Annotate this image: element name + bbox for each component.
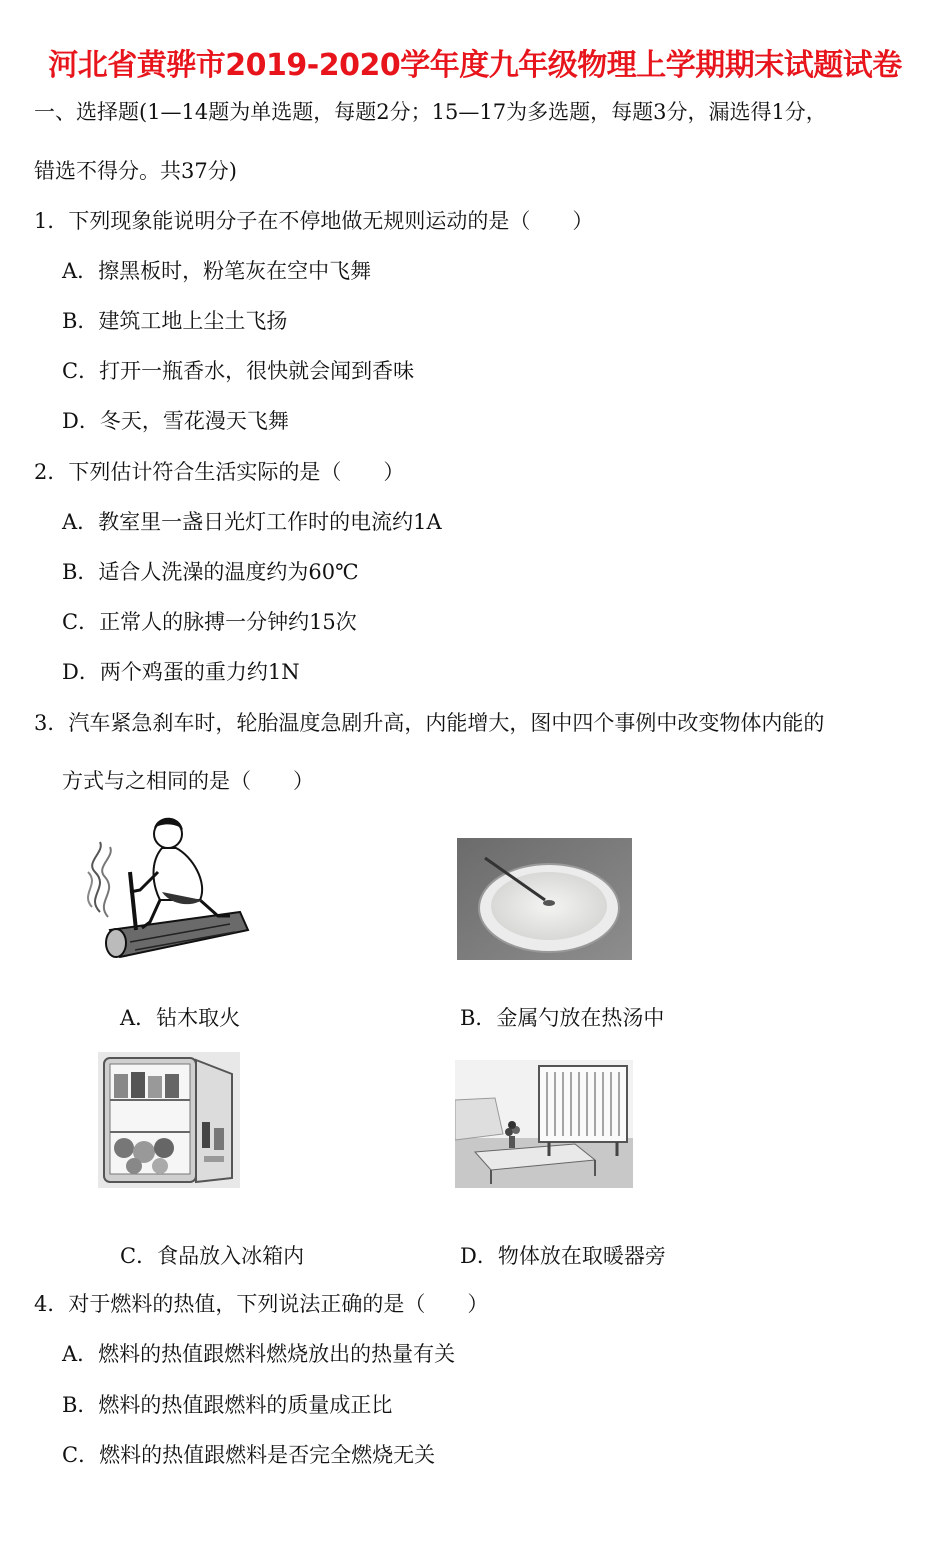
question-2-option-b: B．适合人洗澡的温度约为60℃ (62, 560, 359, 584)
question-2-stem: 2．下列估计符合生活实际的是（ ） (34, 460, 405, 484)
question-1-option-c: C．打开一瓶香水，很快就会闻到香味 (62, 359, 415, 383)
question-4-option-b: B．燃料的热值跟燃料的质量成正比 (62, 1393, 393, 1417)
question-4-option-c: C．燃料的热值跟燃料是否完全燃烧无关 (62, 1443, 436, 1467)
page-title: 河北省黄骅市2019-2020学年度九年级物理上学期期末试题试卷 (48, 48, 902, 83)
question-2-option-a: A．教室里一盏日光灯工作时的电流约1A (62, 510, 442, 534)
question-1-option-d: D．冬天，雪花漫天飞舞 (62, 409, 289, 433)
spoon-in-soup-image (457, 838, 632, 960)
question-1-option-b: B．建筑工地上尘土飞扬 (62, 309, 288, 333)
question-2-option-d: D．两个鸡蛋的重力约1N (62, 660, 300, 684)
question-3-figure-a-caption: A．钻木取火 (120, 1006, 241, 1030)
question-1-option-a: A．擦黑板时，粉笔灰在空中飞舞 (62, 259, 372, 283)
question-1-stem: 1．下列现象能说明分子在不停地做无规则运动的是（ ） (34, 209, 594, 233)
heater-room-image (455, 1060, 633, 1188)
question-2-option-c: C．正常人的脉搏一分钟约15次 (62, 610, 357, 634)
question-3-stem-line1: 3．汽车紧急刹车时，轮胎温度急剧升高，内能增大，图中四个事例中改变物体内能的 (34, 711, 825, 735)
drilling-wood-fire-image (80, 812, 250, 962)
question-3-figure-c-caption: C．食品放入冰箱内 (120, 1244, 305, 1268)
question-4-stem: 4．对于燃料的热值，下列说法正确的是（ ） (34, 1292, 489, 1316)
question-4-option-a: A．燃料的热值跟燃料燃烧放出的热量有关 (62, 1342, 456, 1366)
fridge-food-image (98, 1052, 240, 1188)
question-3-figure-d-caption: D．物体放在取暖器旁 (460, 1244, 666, 1268)
section-instructions-line1: 一、选择题(1—14题为单选题，每题2分；15—17为多选题，每题3分，漏选得1分， (34, 100, 827, 124)
question-3-figure-b-caption: B．金属勺放在热汤中 (460, 1006, 665, 1030)
question-3-stem-line2: 方式与之相同的是（ ） (62, 769, 314, 793)
section-instructions-line2: 错选不得分。共37分) (34, 159, 237, 183)
